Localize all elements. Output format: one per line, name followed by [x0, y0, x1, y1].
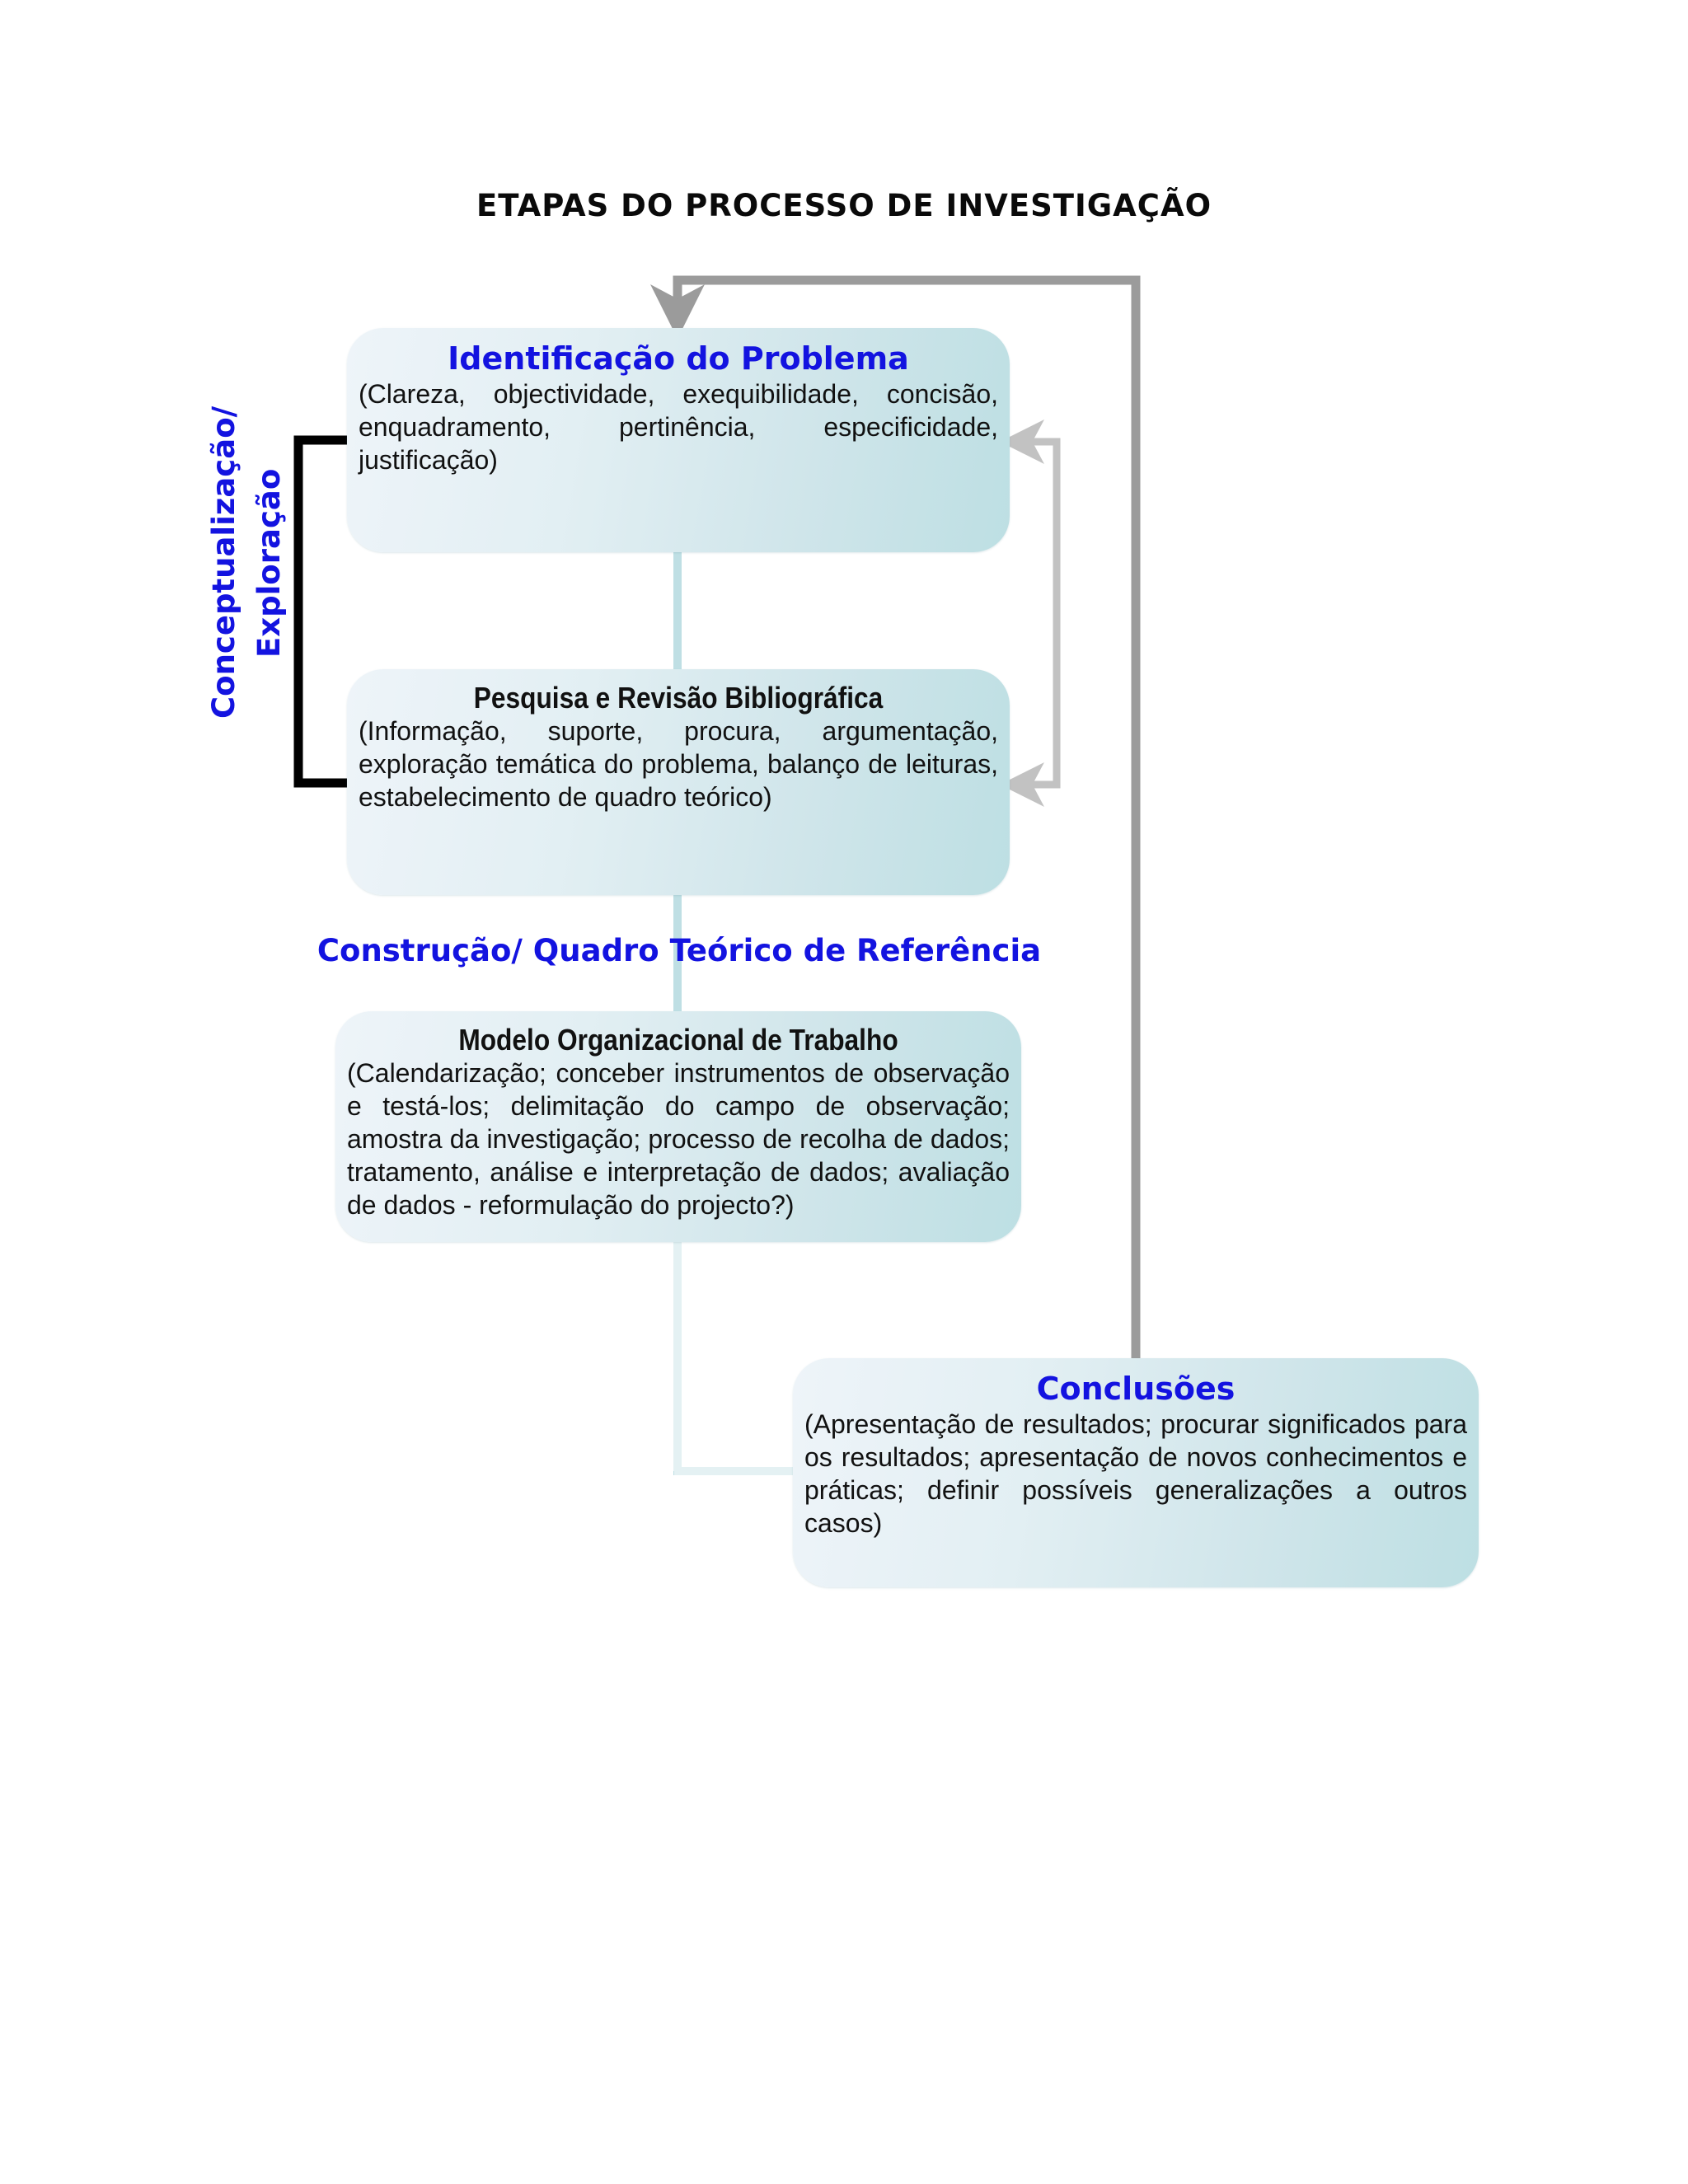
box-identificacao-text: (Clareza, objectividade, exequibilidade, concisão, enquadramento, pertinência, especificidade, justificação)	[359, 378, 998, 475]
box-pesquisa-title: Pesquisa e Revisão Bibliográfica	[473, 681, 884, 715]
box-pesquisa-text: (Informação, suporte, procura, argumentação, exploração temática do problema, balanço de leituras, estabelecimento de quadro teórico)	[359, 716, 998, 813]
page-title: ETAPAS DO PROCESSO DE INVESTIGAÇÃO	[476, 188, 1212, 223]
box-conclusoes-text: (Apresentação de resultados; procurar significados para os resultados; apresentação de novos conhecimentos e práticas; definir possíveis generalizações a outros casos)	[804, 1408, 1467, 1538]
loop-arrow-spine	[1030, 442, 1057, 785]
middle-label: Construção/ Quadro Teórico de Referência	[316, 933, 1042, 968]
box-identificacao	[347, 328, 1010, 552]
side-label-line2: Exploração	[251, 468, 287, 658]
box-pesquisa	[347, 669, 1010, 895]
bracket	[298, 440, 347, 783]
box-modelo	[335, 1011, 1021, 1242]
side-label-line1: Conceptualização/	[206, 405, 241, 719]
box-conclusoes	[793, 1358, 1479, 1587]
box-identificacao-title: Identificação do Problema	[448, 340, 909, 377]
box-conclusoes-title: Conclusões	[1036, 1371, 1236, 1407]
box-modelo-title: Modelo Organizacional de Trabalho	[458, 1023, 898, 1057]
box-modelo-text: (Calendarização; conceber instrumentos de observação e testá-los; delimitação do campo de observação; amostra da investigação; processo de recolha de dados; tratamento, análise e interpretação de dados; avaliação de dados - reformulação do projecto?)	[347, 1058, 1010, 1221]
